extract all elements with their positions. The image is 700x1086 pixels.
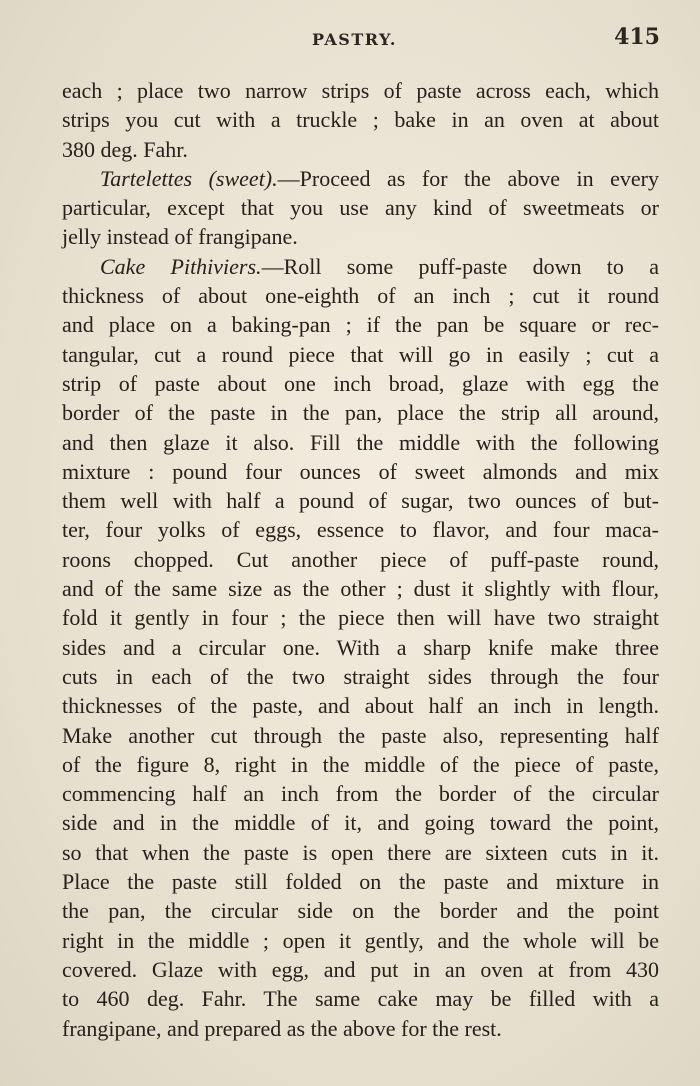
text-line: side and in the middle of it, and going toward the point,	[62, 810, 659, 836]
text-line: ter, four yolks of eggs, essence to flavor, and four maca-	[62, 517, 659, 543]
paragraph	[62, 164, 659, 252]
text-line: covered. Glaze with egg, and put in an oven at from 430	[62, 956, 659, 982]
text-line: strips you cut with a truckle ; bake in an oven at about	[62, 107, 659, 133]
page-number: 415	[614, 24, 660, 50]
paragraph	[62, 252, 659, 1043]
text-line: cuts in each of the two straight sides through the four	[62, 663, 659, 689]
page-body	[62, 76, 659, 1043]
text-line: particular, except that you use any kind of sweetmeats or	[62, 195, 659, 221]
running-head	[0, 24, 700, 54]
text-line: jelly instead of frangipane.	[62, 224, 298, 250]
text-line: right in the middle ; open it gently, and the whole will be	[62, 927, 659, 953]
text-line	[62, 252, 659, 281]
text-line: strip of paste about one inch broad, glaze with egg the	[62, 370, 659, 396]
text-line: border of the paste in the pan, place the strip all around,	[62, 400, 659, 426]
text-line: of the figure 8, right in the middle of the piece of paste,	[62, 751, 659, 777]
text-line: mixture : pound four ounces of sweet almonds and mix	[62, 458, 659, 484]
recipe-title: Cake Pithiviers.	[100, 253, 262, 279]
text-run: —Proceed as for the above in every	[277, 165, 659, 191]
text-line: and then glaze it also. Fill the middle with the following	[62, 429, 659, 455]
text-line: and place on a baking-pan ; if the pan be square or rec-	[62, 312, 659, 338]
text-line: fold it gently in four ; the piece then will have two straight	[62, 605, 659, 631]
text-line: Place the paste still folded on the paste and mixture in	[62, 869, 659, 895]
text-line: commencing half an inch from the border of the circular	[62, 781, 659, 807]
text-line: each ; place two narrow strips of paste across each, which	[62, 78, 659, 103]
text-line: roons chopped. Cut another piece of puff-paste round,	[62, 546, 659, 572]
text-line	[62, 164, 659, 193]
text-line: and of the same size as the other ; dust it slightly with flour,	[62, 576, 659, 602]
text-line: the pan, the circular side on the border and the point	[62, 898, 659, 924]
running-title: PASTRY.	[312, 30, 397, 49]
text-line: thicknesses of the paste, and about half an inch in length.	[62, 693, 659, 719]
text-run: —Roll some puff-paste down to a	[261, 253, 659, 279]
text-line: tangular, cut a round piece that will go in easily ; cut a	[62, 341, 659, 367]
text-line: frangipane, and prepared as the above for the rest.	[62, 1015, 502, 1041]
recipe-title: Tartelettes (sweet).	[100, 165, 278, 191]
text-line: sides and a circular one. With a sharp knife make three	[62, 634, 659, 660]
text-line: thickness of about one-eighth of an inch ; cut it round	[62, 283, 659, 309]
text-line: so that when the paste is open there are sixteen cuts in it.	[62, 839, 659, 865]
text-line: them well with half a pound of sugar, two ounces of but-	[62, 488, 659, 514]
text-line: Make another cut through the paste also, representing half	[62, 722, 659, 748]
text-line: to 460 deg. Fahr. The same cake may be filled with a	[62, 986, 659, 1012]
paragraph	[62, 76, 659, 164]
text-line: 380 deg. Fahr.	[62, 136, 188, 162]
